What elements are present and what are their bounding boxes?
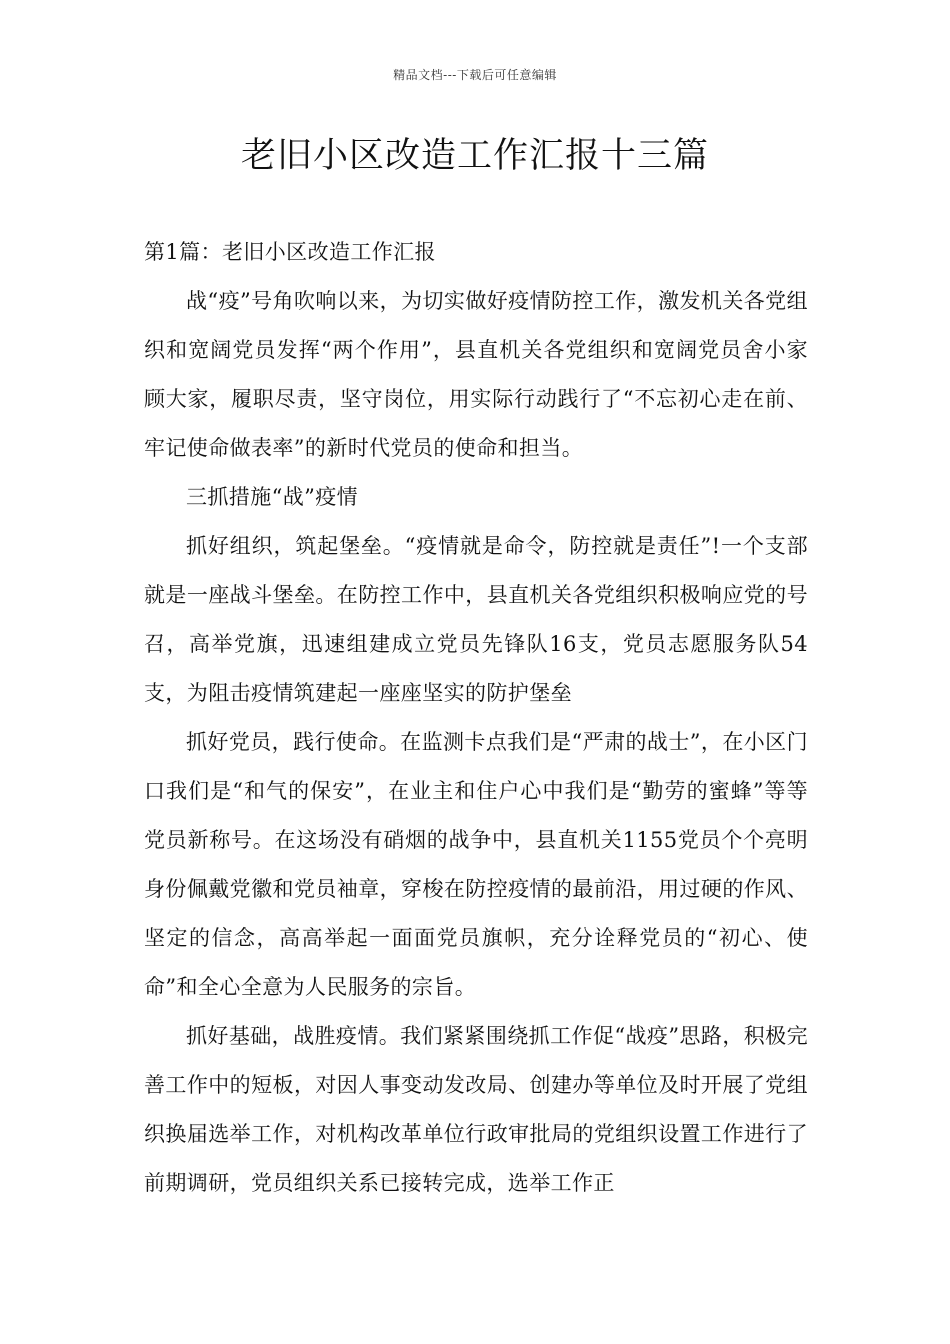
document-body [144, 228, 808, 1208]
header-note: 精品文档---下载后可任意编辑 [393, 68, 557, 82]
subheading-measures: 三抓措施“战”疫情 [186, 485, 359, 509]
paragraph-members: 抓好党员，践行使命。在监测卡点我们是“严肃的战士”，在小区门口我们是“和气的保安”，在业主和住户心中我们是“勤劳的蜜蜂”等等党员新称号。在这场没有硝烟的战争中，县直机关1155党员个个亮明身份佩戴党徽和党员袖章，穿梭在防控疫情的最前沿，用过硬的作风、坚定的信念，高高举起一面面党员旗帜，充分诠释党员的“初心、使命”和全心全意为人民服务的宗旨。 [144, 730, 808, 999]
section-heading: 第1篇：老旧小区改造工作汇报 [144, 240, 436, 264]
paragraph-organization: 抓好组织，筑起堡垒。“疫情就是命令，防控就是责任”!一个支部就是一座战斗堡垒。在防控工作中，县直机关各党组织积极响应党的号召，高举党旗，迅速组建成立党员先锋队16支，党员志愿服务队54支，为阻击疫情筑建起一座座坚实的防护堡垒 [144, 534, 808, 705]
paragraph-intro: 战“疫”号角吹响以来，为切实做好疫情防控工作，激发机关各党组织和宽阔党员发挥“两个作用”，县直机关各党组织和宽阔党员舍小家顾大家，履职尽责，坚守岗位，用实际行动践行了“不忘初心走在前、牢记使命做表率”的新时代党员的使命和担当。 [144, 289, 808, 460]
document-title: 老旧小区改造工作汇报十三篇 [240, 136, 709, 176]
paragraph-foundation: 抓好基础，战胜疫情。我们紧紧围绕抓工作促“战疫”思路，积极完善工作中的短板，对因人事变动发改局、创建办等单位及时开展了党组织换届选举工作，对机构改革单位行政审批局的党组织设置工作进行了前期调研，党员组织关系已接转完成，选举工作正 [144, 1024, 808, 1195]
